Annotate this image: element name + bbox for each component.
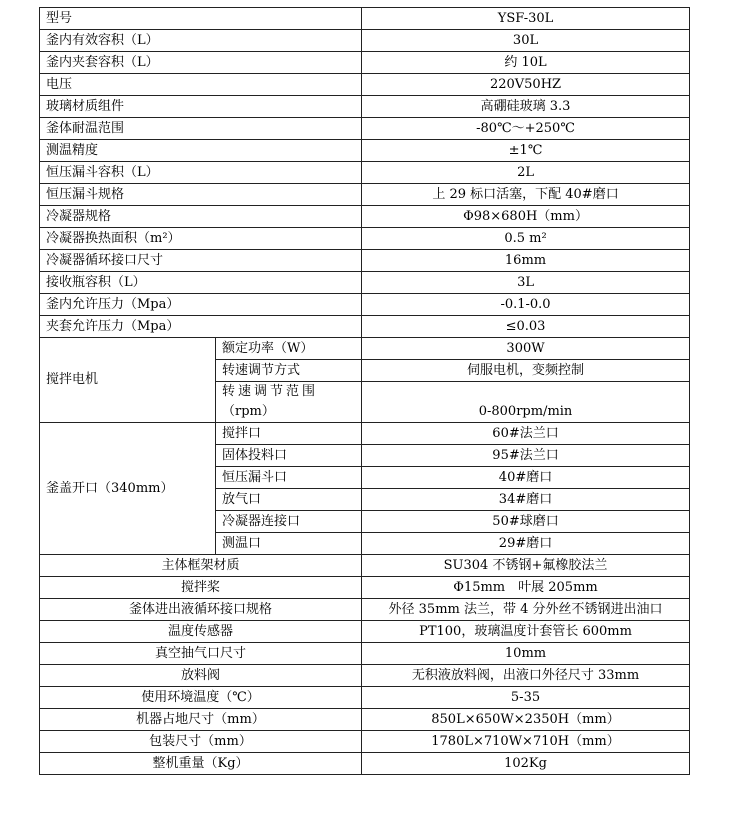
table-row: [40, 52, 690, 74]
row-label: 额定功率（W）: [216, 338, 362, 360]
row-value: ±1℃: [362, 140, 690, 162]
table-row: [40, 665, 690, 687]
row-label: 恒压漏斗规格: [40, 184, 362, 206]
row-label: 恒压漏斗容积（L）: [40, 162, 362, 184]
row-value: 60#法兰口: [362, 423, 690, 445]
row-value: 34#磨口: [362, 489, 690, 511]
table-row: [40, 753, 690, 775]
row-value: 约 10L: [362, 52, 690, 74]
row-value: 850L×650W×2350H（mm）: [362, 709, 690, 731]
row-label: 冷凝器循环接口尺寸: [40, 250, 362, 272]
speed-range-label-line1: 转速调节范围: [222, 384, 319, 399]
row-value: 29#磨口: [362, 533, 690, 555]
row-label: 夹套允许压力（Mpa）: [40, 316, 362, 338]
row-value: 2L: [362, 162, 690, 184]
table-row: [40, 599, 690, 621]
row-value: 40#磨口: [362, 467, 690, 489]
row-label: 釜体进出液循环接口规格: [40, 599, 362, 621]
row-label: 放料阀: [40, 665, 362, 687]
row-value: 上 29 标口活塞，下配 40#磨口: [362, 184, 690, 206]
table-row: [40, 555, 690, 577]
row-label: 测温口: [216, 533, 362, 555]
table-row: [40, 96, 690, 118]
row-value: 高硼硅玻璃 3.3: [362, 96, 690, 118]
table-row: [40, 709, 690, 731]
row-value: -80℃～+250℃: [362, 118, 690, 140]
table-row: [40, 316, 690, 338]
row-label: 釜内允许压力（Mpa）: [40, 294, 362, 316]
row-value: 外径 35mm 法兰，带 4 分外丝不锈钢进出油口: [362, 599, 690, 621]
table-row: [40, 8, 690, 30]
row-label: 固体投料口: [216, 445, 362, 467]
row-value: 3L: [362, 272, 690, 294]
motor-group-text: 搅拌电机: [46, 372, 99, 387]
row-label: 主体框架材质: [40, 555, 362, 577]
row-label: 温度传感器: [40, 621, 362, 643]
row-value: 300W: [362, 338, 690, 360]
table-row: [40, 118, 690, 140]
row-value: 95#法兰口: [362, 445, 690, 467]
row-label: 电压: [40, 74, 362, 96]
row-label: 使用环境温度（℃）: [40, 687, 362, 709]
row-value: 1780L×710W×710H（mm）: [362, 731, 690, 753]
row-label: 整机重量（Kg）: [40, 753, 362, 775]
row-label: 真空抽气口尺寸: [40, 643, 362, 665]
row-label: 冷凝器规格: [40, 206, 362, 228]
row-label: 接收瓶容积（L）: [40, 272, 362, 294]
row-label: 包装尺寸（mm）: [40, 731, 362, 753]
row-value: PT100，玻璃温度计套管长 600mm: [362, 621, 690, 643]
table-row: [40, 643, 690, 665]
row-value: 220V50HZ: [362, 74, 690, 96]
table-row: [40, 162, 690, 184]
table-row: [40, 338, 690, 360]
table-row: [40, 228, 690, 250]
row-value: SU304 不锈钢+氟橡胶法兰: [362, 555, 690, 577]
row-value: 16mm: [362, 250, 690, 272]
table-row: [40, 687, 690, 709]
row-value: 伺服电机，变频控制: [362, 360, 690, 382]
row-value: 0.5 m²: [362, 228, 690, 250]
row-value: YSF-30L: [362, 8, 690, 30]
row-label: 冷凝器换热面积（m²）: [40, 228, 362, 250]
row-value: 10mm: [362, 643, 690, 665]
row-value: 50#球磨口: [362, 511, 690, 533]
row-label: 恒压漏斗口: [216, 467, 362, 489]
table-row: [40, 294, 690, 316]
row-label: 转速调节方式: [216, 360, 362, 382]
row-value: 5-35: [362, 687, 690, 709]
motor-group-label: [40, 338, 216, 423]
row-value: 102Kg: [362, 753, 690, 775]
row-label: 放气口: [216, 489, 362, 511]
table-row: [40, 272, 690, 294]
table-row: [40, 30, 690, 52]
row-value: 无积液放料阀，出液口外径尺寸 33mm: [362, 665, 690, 687]
table-row: [40, 577, 690, 599]
row-label: 搅拌口: [216, 423, 362, 445]
spec-table: [39, 7, 690, 775]
row-value: ≤0.03: [362, 316, 690, 338]
table-row: [40, 250, 690, 272]
table-row: [40, 731, 690, 753]
row-value: Φ98×680H（mm）: [362, 206, 690, 228]
speed-range-label: [216, 382, 362, 423]
row-label: 釜体耐温范围: [40, 118, 362, 140]
lid-group-text: 釜盖开口（340mm）: [46, 480, 174, 496]
row-value: 30L: [362, 30, 690, 52]
lid-group-label: [40, 423, 216, 555]
table-row: [40, 206, 690, 228]
table-row: [40, 184, 690, 206]
row-label: 测温精度: [40, 140, 362, 162]
row-label: 机器占地尺寸（mm）: [40, 709, 362, 731]
row-label: 釜内夹套容积（L）: [40, 52, 362, 74]
row-label: 型号: [40, 8, 362, 30]
row-label: 玻璃材质组件: [40, 96, 362, 118]
table-row: [40, 140, 690, 162]
row-value: Φ15mm 叶展 205mm: [362, 577, 690, 599]
table-row: [40, 74, 690, 96]
row-label: 搅拌桨: [40, 577, 362, 599]
row-label: 冷凝器连接口: [216, 511, 362, 533]
row-label: 釜内有效容积（L）: [40, 30, 362, 52]
speed-range-label-line2: （rpm）: [222, 404, 275, 419]
table-row: [40, 621, 690, 643]
table-row: [40, 423, 690, 445]
row-value: -0.1-0.0: [362, 294, 690, 316]
speed-range-value: 0-800rpm/min: [362, 382, 690, 423]
